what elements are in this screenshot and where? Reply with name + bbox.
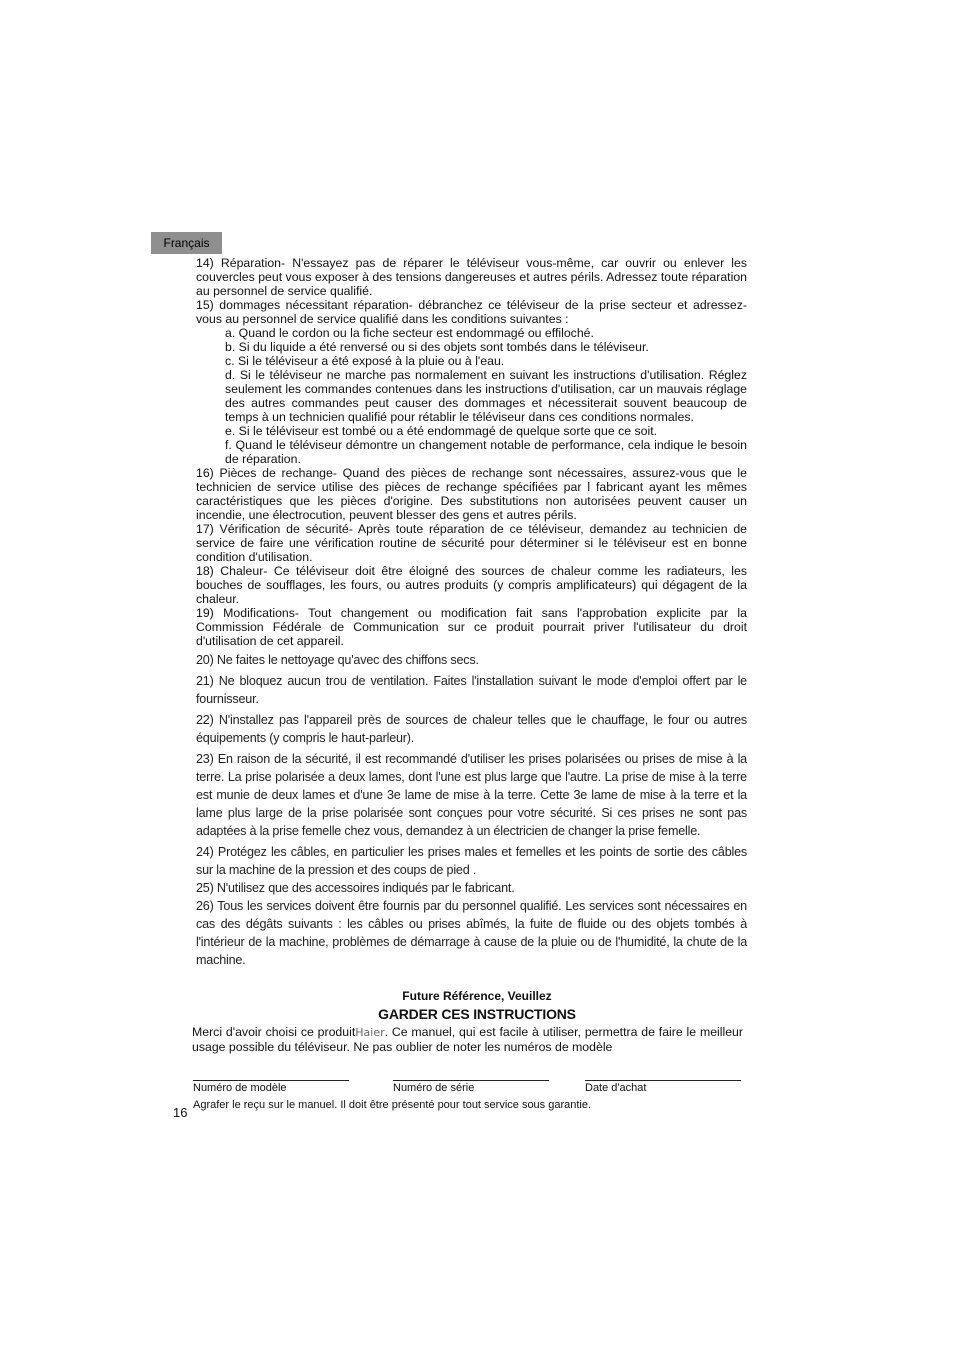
brand-name: Haier xyxy=(355,1026,385,1039)
keep-instructions-heading: GARDER CES INSTRUCTIONS xyxy=(378,1006,576,1022)
purchase-date-label: Date d'achat xyxy=(585,1082,647,1094)
sub-item-c: c. Si le téléviseur a été exposé à la pluie ou à l'eau. xyxy=(225,354,505,368)
item-24: 24) Protégez les câbles, en particulier les prises males et femelles et les points de sortie des câbles sur la machine de la pression et des coups de pied . xyxy=(196,845,747,877)
item-20: 20) Ne faites le nettoyage qu'avec des chiffons secs. xyxy=(196,653,479,667)
model-number-label: Numéro de modèle xyxy=(193,1082,287,1094)
item-15: 15) dommages nécessitant réparation- débranchez ce téléviseur de la prise secteur et adressez-vous au personnel de service qualifié dans les conditions suivantes : xyxy=(196,298,747,326)
item-25: 25) N'utilisez que des accessoires indiqués par le fabricant. xyxy=(196,881,515,895)
thank-you-paragraph xyxy=(192,1025,743,1054)
serial-number-label: Numéro de série xyxy=(393,1082,475,1094)
item-14: 14) Réparation- N'essayez pas de réparer le téléviseur vous-même, car ouvrir ou enlever les couvercles peut vous exposer à des tensions dangereuses et autres périls. Adressez toute réparation au personnel de service qualifié. xyxy=(196,256,747,298)
sub-item-a: a. Quand le cordon ou la fiche secteur est endommagé ou effiloché. xyxy=(225,326,594,340)
merci-text-pre: Merci d'avoir choisi ce produit xyxy=(192,1025,356,1039)
serial-number-line xyxy=(393,1080,549,1081)
merci-text-post: . Ce manuel, qui est facile à utiliser, permettra de faire le meilleur usage possible du téléviseur. Ne pas oublier de noter les numéros de modèle xyxy=(192,1025,743,1054)
sub-item-f: f. Quand le téléviseur démontre un changement notable de performance, cela indique le besoin de réparation. xyxy=(225,438,747,466)
sub-item-d: d. Si le téléviseur ne marche pas normalement en suivant les instructions d'utilisation. Réglez seulement les commandes contenues dans les instructions d'utilisation, car un mauvais réglage des autres commandes peut causer des dommages et nécessiterait souvent beaucoup de temps à un technicien qualifié pour rétablir le téléviseur dans ces conditions normales. xyxy=(225,368,747,424)
item-17: 17) Vérification de sécurité- Après toute réparation de ce téléviseur, demandez au technicien de service de faire une vérification routine de sécurité pour déterminer si le téléviseur est en bonne condition d'utilisation. xyxy=(196,522,747,564)
sub-item-e: e. Si le téléviseur est tombé ou a été endommagé de quelque sorte que ce soit. xyxy=(225,424,658,438)
item-26: 26) Tous les services doivent être fournis par du personnel qualifié. Les services sont nécessaires en cas des dégâts suivants : les câbles ou prises abîmés, la fuite de fluide ou des objets tombés à l'intérieur de la machine, problèmes de démarrage à cause de la pluie ou de l'humidité, la chute de la machine. xyxy=(196,899,747,967)
safety-instructions xyxy=(196,256,747,969)
item-16: 16) Pièces de rechange- Quand des pièces de rechange sont nécessaires, assurez-vous que le technicien de service utilise des pièces de rechange spécifiées par l fabricant ayant les mêmes caractéristiques que les pièces d'origine. Des substitutions non autorisées peuvent causer un incendie, une électrocution, peuvent blesser des gens et autres périls. xyxy=(196,466,747,522)
language-tab: Français xyxy=(151,232,222,254)
item-22: 22) N'installez pas l'appareil près de sources de chaleur telles que le chauffage, le four ou autres équipements (y compris le haut-parleur). xyxy=(196,713,747,745)
warranty-note: Agrafer le reçu sur le manuel. Il doit être présenté pour tout service sous garantie. xyxy=(193,1099,592,1111)
page-number: 16 xyxy=(173,1105,188,1120)
sub-item-b: b. Si du liquide a été renversé ou si des objets sont tombés dans le téléviseur. xyxy=(225,340,649,354)
purchase-date-line xyxy=(585,1080,741,1081)
item-19: 19) Modifications- Tout changement ou modification fait sans l'approbation explicite par la Commission Fédérale de Communication sur ce produit pourrait priver l'utilisateur du droit d'utilisation de cet appareil. xyxy=(196,606,747,648)
model-number-line xyxy=(193,1080,349,1081)
scanned-items xyxy=(196,651,747,969)
item-18: 18) Chaleur- Ce téléviseur doit être éloigné des sources de chaleur comme les radiateurs, les bouches de soufflages, les fours, ou autres produits (y compris amplificateurs) qui dégagent de la chaleur. xyxy=(196,564,747,606)
future-reference-heading: Future Référence, Veuillez xyxy=(402,989,552,1003)
item-21: 21) Ne bloquez aucun trou de ventilation. Faites l'installation suivant le mode d'emploi offert par le fournisseur. xyxy=(196,674,747,706)
item-23: 23) En raison de la sécurité, il est recommandé d'utiliser les prises polarisées ou prises de mise à la terre. La prise polarisée a deux lames, dont l'une est plus large que l'autre. La prise de mise à la terre est munie de deux lames et d'une 3e lame de mise à la terre. Cette 3e lame de mise à la terre et la lame plus large de la prise polarisée sont conçues pour votre sécurité. Si ces prises ne sont pas adaptées à la prise femelle chez vous, demandez à un électricien de changer la prise femelle. xyxy=(196,752,747,838)
